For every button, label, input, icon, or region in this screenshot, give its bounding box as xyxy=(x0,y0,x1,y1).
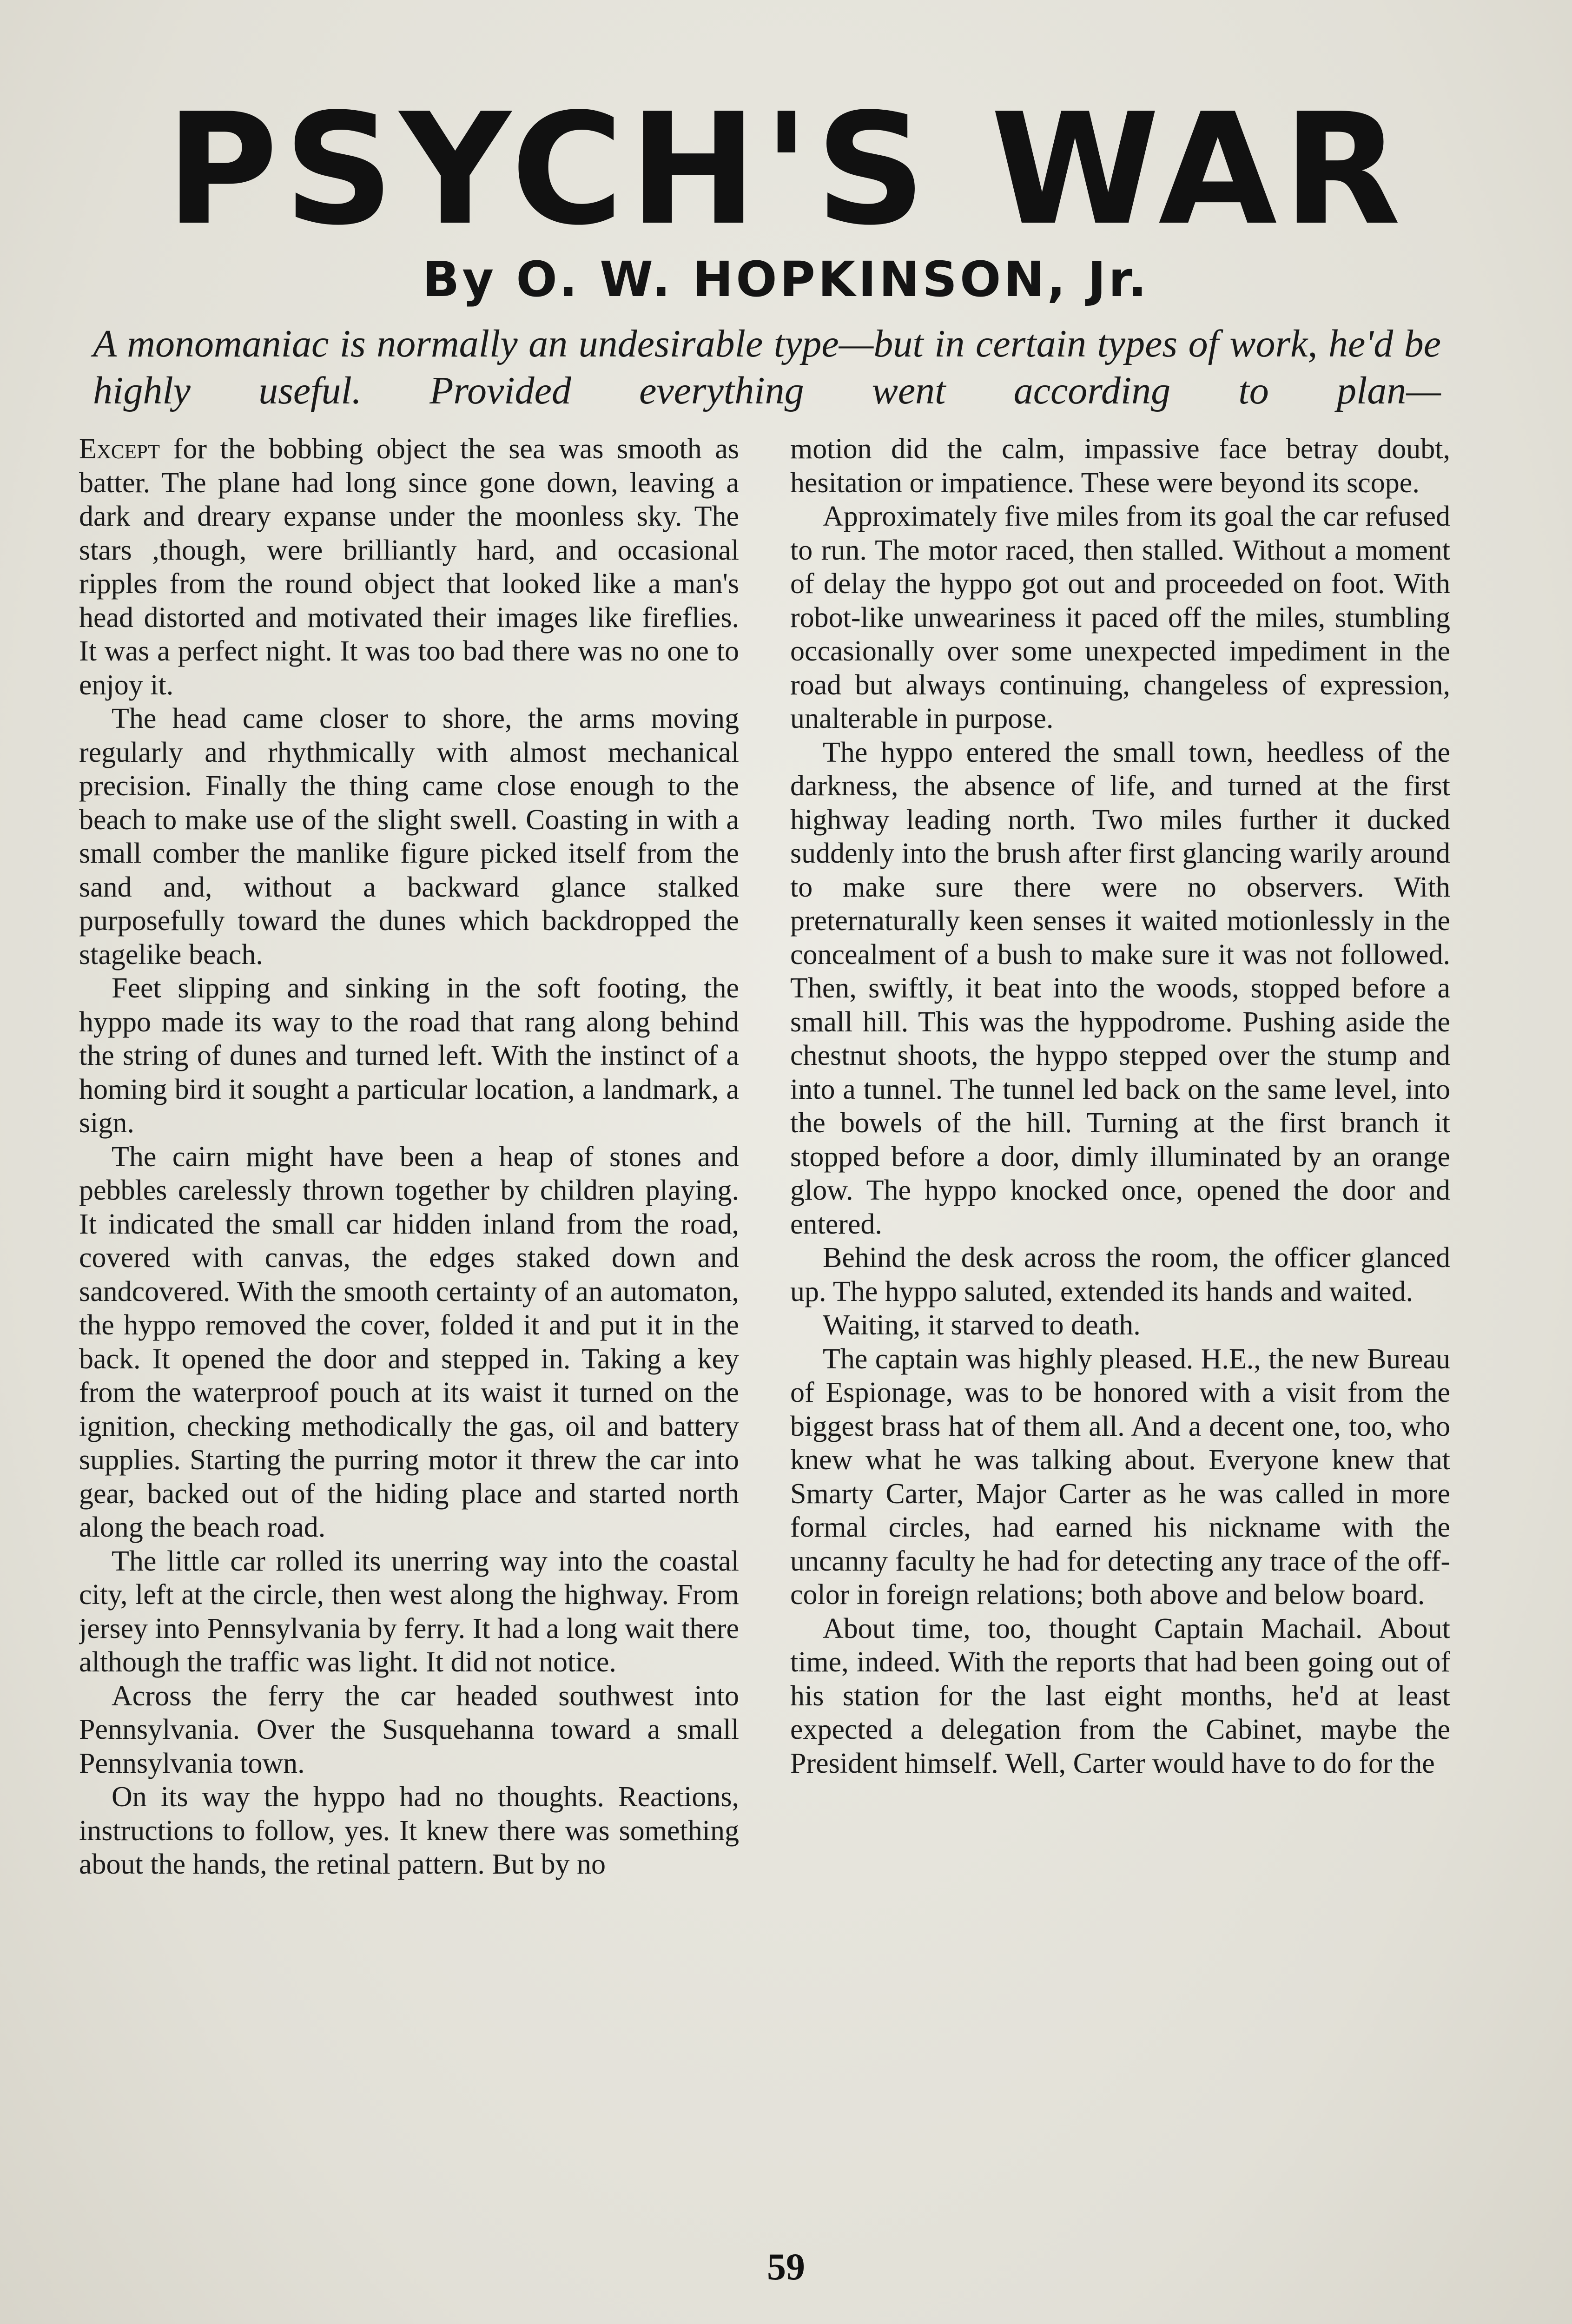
paragraph: Across the ferry the car headed southwest into Pennsylvania. Over the Susquehanna toward a small Pennsylvania town. xyxy=(79,1680,739,1779)
paragraph: Behind the desk across the room, the officer glanced up. The hyppo saluted, extended its hands and waited. xyxy=(790,1242,1450,1307)
paragraph: Feet slipping and sinking in the soft footing, the hyppo made its way to the road that rang along behind the string of dunes and turned left. With the instinct of a homing bird it sought a particular location, a landmark, a sign. xyxy=(79,972,739,1139)
paragraph: motion did the calm, impassive face betray doubt, hesitation or impatience. These were beyond its scope. xyxy=(790,433,1450,499)
paragraph: Except for the bobbing object the sea was smooth as batter. The plane had long since gone down, leaving a dark and dreary expanse under the moonless sky. The stars ,though, were brilliantly hard, and occasional ripples from the round object that looked like a man's head distorted and motivated their images like fireflies. It was a perfect night. It was too bad there was no one to enjoy it. xyxy=(79,433,739,701)
paragraph: Approximately five miles from its goal the car refused to run. The motor raced, then stalled. Without a moment of delay the hyppo got out and proceeded on foot. With robot-like unweariness it paced off the miles, stumbling occasionally over some unexpected impediment in the road but always continuing, changeless of expression, unalterable in purpose. xyxy=(790,501,1450,734)
paragraph: The head came closer to shore, the arms moving regularly and rhythmically with almost mechanical precision. Finally the thing came close enough to the beach to make use of the slight swell. Coasting in with a small comber the manlike figure picked itself from the sand and, without a backward glance stalked purposefully toward the dunes which backdropped the stagelike beach. xyxy=(79,703,739,971)
drop-word: Except xyxy=(79,433,160,465)
story-blurb: A monomaniac is normally an undesirable type—but in certain types of work, he'd be highly useful. Provided everything went according to plan— xyxy=(93,322,1441,412)
story-title: PSYCH'S WAR xyxy=(165,80,1407,259)
paragraph: The hyppo entered the small town, heedless of the darkness, the absence of life, and turned at the first highway leading north. Two miles further it ducked suddenly into the brush after first glancing warily around to make sure there were no observers. With preternaturally keen senses it waited motionlessly in the concealment of a bush to make sure it was not followed. Then, swiftly, it beat into the woods, stopped before a small hill. This was the hyppodrome. Pushing aside the chestnut shoots, the hyppo stepped over the stump and into a tunnel. The tunnel led back on the same level, into the bowels of the hill. Turning at the first branch it stopped before a door, dimly illuminated by an orange glow. The hyppo knocked once, opened the door and entered. xyxy=(790,736,1450,1240)
paragraph: The little car rolled its unerring way into the coastal city, left at the circle, then west along the highway. From jersey into Pennsylvania by ferry. It had a long wait there although the traffic was light. It did not notice. xyxy=(79,1545,739,1678)
paragraph: The captain was highly pleased. H.E., the new Bureau of Espionage, was to be honored with a visit from the biggest brass hat of them all. And a decent one, too, who knew what he was talking about. Everyone knew that Smarty Carter, Major Carter as he was called in more formal circles, had earned his nickname with the uncanny faculty he had for detecting any trace of the off-color in foreign relations; both above and below board. xyxy=(790,1343,1450,1611)
page-number: 59 xyxy=(767,2245,805,2288)
paragraph: Waiting, it starved to death. xyxy=(823,1309,1141,1341)
paragraph: The cairn might have been a heap of stones and pebbles carelessly thrown together by children playing. It indicated the small car hidden inland from the road, covered with canvas, the edges staked down and sandcovered. With the smooth certainty of an automaton, the hyppo removed the cover, folded it and put it in the back. It opened the door and stepped in. Taking a key from the waterproof pouch at its waist it turned on the ignition, checking methodically the gas, oil and battery supplies. Starting the purring motor it threw the car into gear, backed out of the hiding place and started north along the beach road. xyxy=(79,1141,739,1543)
left-column xyxy=(79,432,739,2245)
paragraph: About time, too, thought Captain Machail. About time, indeed. With the reports that had been going out of his station for the last eight months, he'd at least expected a delegation from the Cabinet, maybe the President himself. Well, Carter would have to do for the xyxy=(790,1612,1450,1779)
right-column xyxy=(790,432,1450,2245)
paragraph: On its way the hyppo had no thoughts. Reactions, instructions to follow, yes. It knew there was something about the hands, the retinal pattern. But by no xyxy=(79,1781,739,1880)
story-byline: By O. W. HOPKINSON, Jr. xyxy=(423,251,1149,308)
